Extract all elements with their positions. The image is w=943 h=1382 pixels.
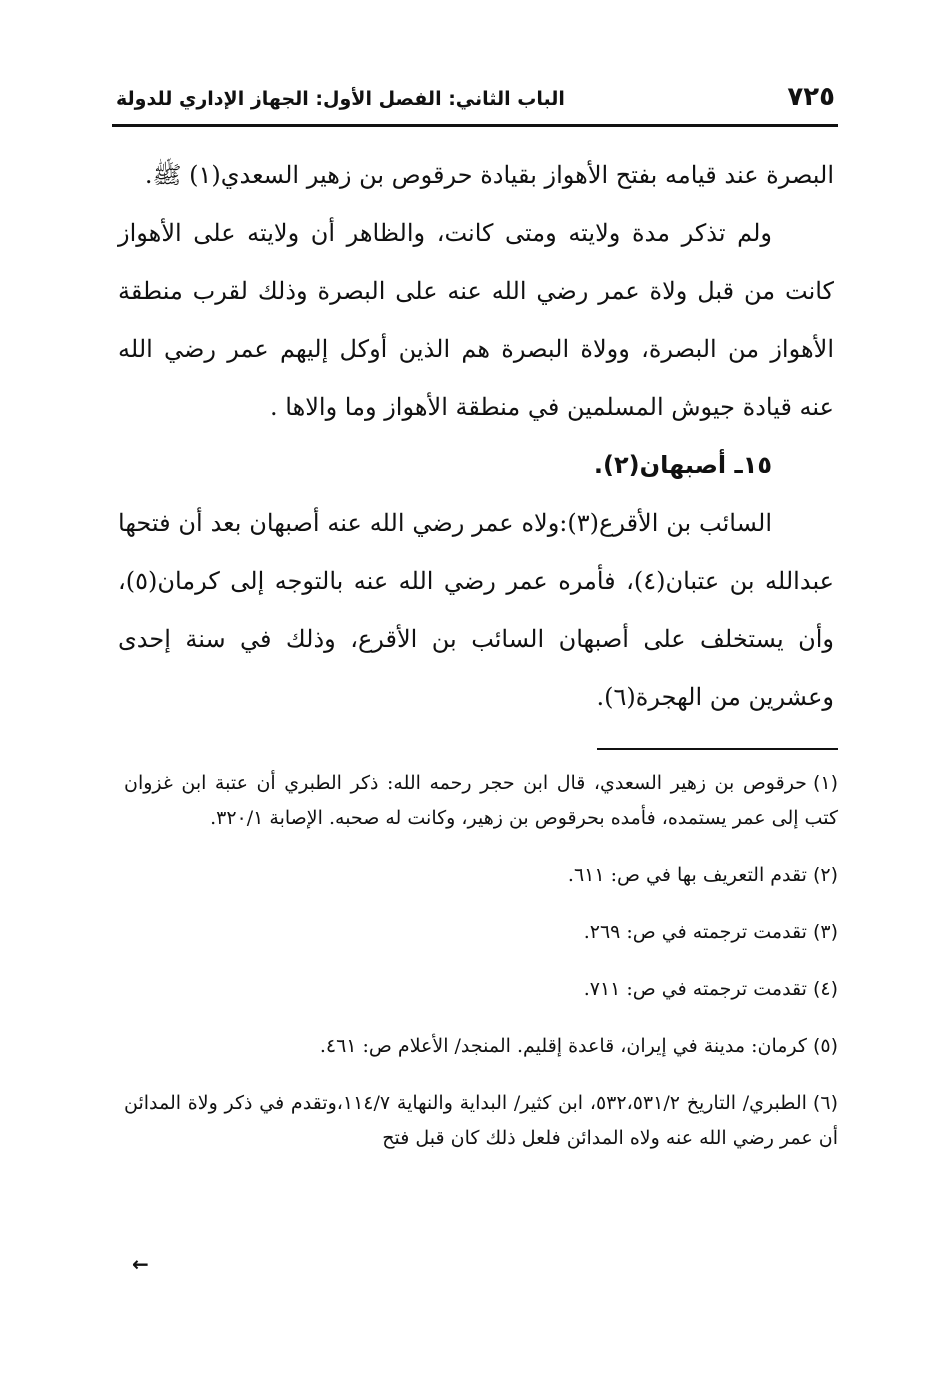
footnote-6	[124, 1086, 838, 1156]
footnote-5	[124, 1029, 838, 1064]
footnote-number: (٥)	[812, 1035, 838, 1057]
footnote-number: (٣)	[812, 921, 838, 943]
footnote-2	[124, 858, 838, 893]
main-text	[118, 146, 834, 726]
footnote-text: تقدمت ترجمته في ص: ٧١١.	[583, 978, 807, 1000]
paragraph-1: البصرة عند قيامه بفتح الأهواز بقيادة حرقوص بن زهير السعدي(١) ﷺ.	[144, 161, 834, 189]
footnote-separator	[597, 748, 838, 750]
footnote-text: تقدم التعريف بها في ص: ٦١١.	[567, 864, 807, 886]
footnote-text: حرقوص بن زهير السعدي، قال ابن حجر رحمه الله: ذكر الطبري أن عتبة ابن غزوان كتب إلى عمر يستمده، فأمده بحرقوص بن زهير، وكانت له صحبه. الإصابة ٣٢٠/١.	[124, 772, 838, 829]
header-rule	[112, 124, 838, 127]
footnotes	[124, 766, 838, 1178]
footnote-number: (١)	[812, 772, 838, 794]
running-title: الباب الثاني: الفصل الأول: الجهاز الإداري للدولة	[116, 88, 565, 110]
page-header	[112, 80, 837, 124]
paragraph-2: ولم تذكر مدة ولايته ومتى كانت، والظاهر أن ولايته على الأهواز كانت من قبل ولاة عمر رضي الله عنه على البصرة وذلك لقرب منطقة الأهواز من البصرة، وولاة البصرة هم الذين أوكل إليهم عمر رضي الله عنه قيادة جيوش المسلمين في منطقة الأهواز وما والاها .	[118, 219, 835, 421]
footnote-4	[124, 972, 838, 1007]
section-heading: ١٥ـ أصبهان(٢).	[593, 451, 772, 479]
footnote-number: (٢)	[812, 864, 838, 886]
footnote-text: الطبري/ التاريخ ٥٣٢،٥٣١/٢، ابن كثير/ البداية والنهاية ١١٤/٧،وتقدم في ذكر ولاة المدائن أن عمر رضي الله عنه ولاه المدائن فلعل ذلك كان قبل فتح	[124, 1092, 838, 1149]
footnote-1	[124, 766, 838, 836]
footnote-text: كرمان: مدينة في إيران، قاعدة إقليم. المنجد/ الأعلام ص: ٤٦١.	[319, 1035, 807, 1057]
footnote-text: تقدمت ترجمته في ص: ٢٦٩.	[583, 921, 807, 943]
page-number: ٧٢٥	[787, 82, 835, 112]
footnote-number: (٤)	[812, 978, 838, 1000]
footnote-number: (٦)	[812, 1092, 838, 1114]
paragraph-3: السائب بن الأقرع(٣):ولاه عمر رضي الله عنه أصبهان بعد أن فتحها عبدالله بن عتبان(٤)، فأمره عمر رضي الله عنه بالتوجه إلى كرمان(٥)، وأن يستخلف على أصبهان السائب بن الأقرع، وذلك في سنة إحدى وعشرين من الهجرة(٦).	[118, 509, 835, 711]
footnote-3	[124, 915, 838, 950]
continue-arrow-icon: ←	[132, 1252, 149, 1276]
